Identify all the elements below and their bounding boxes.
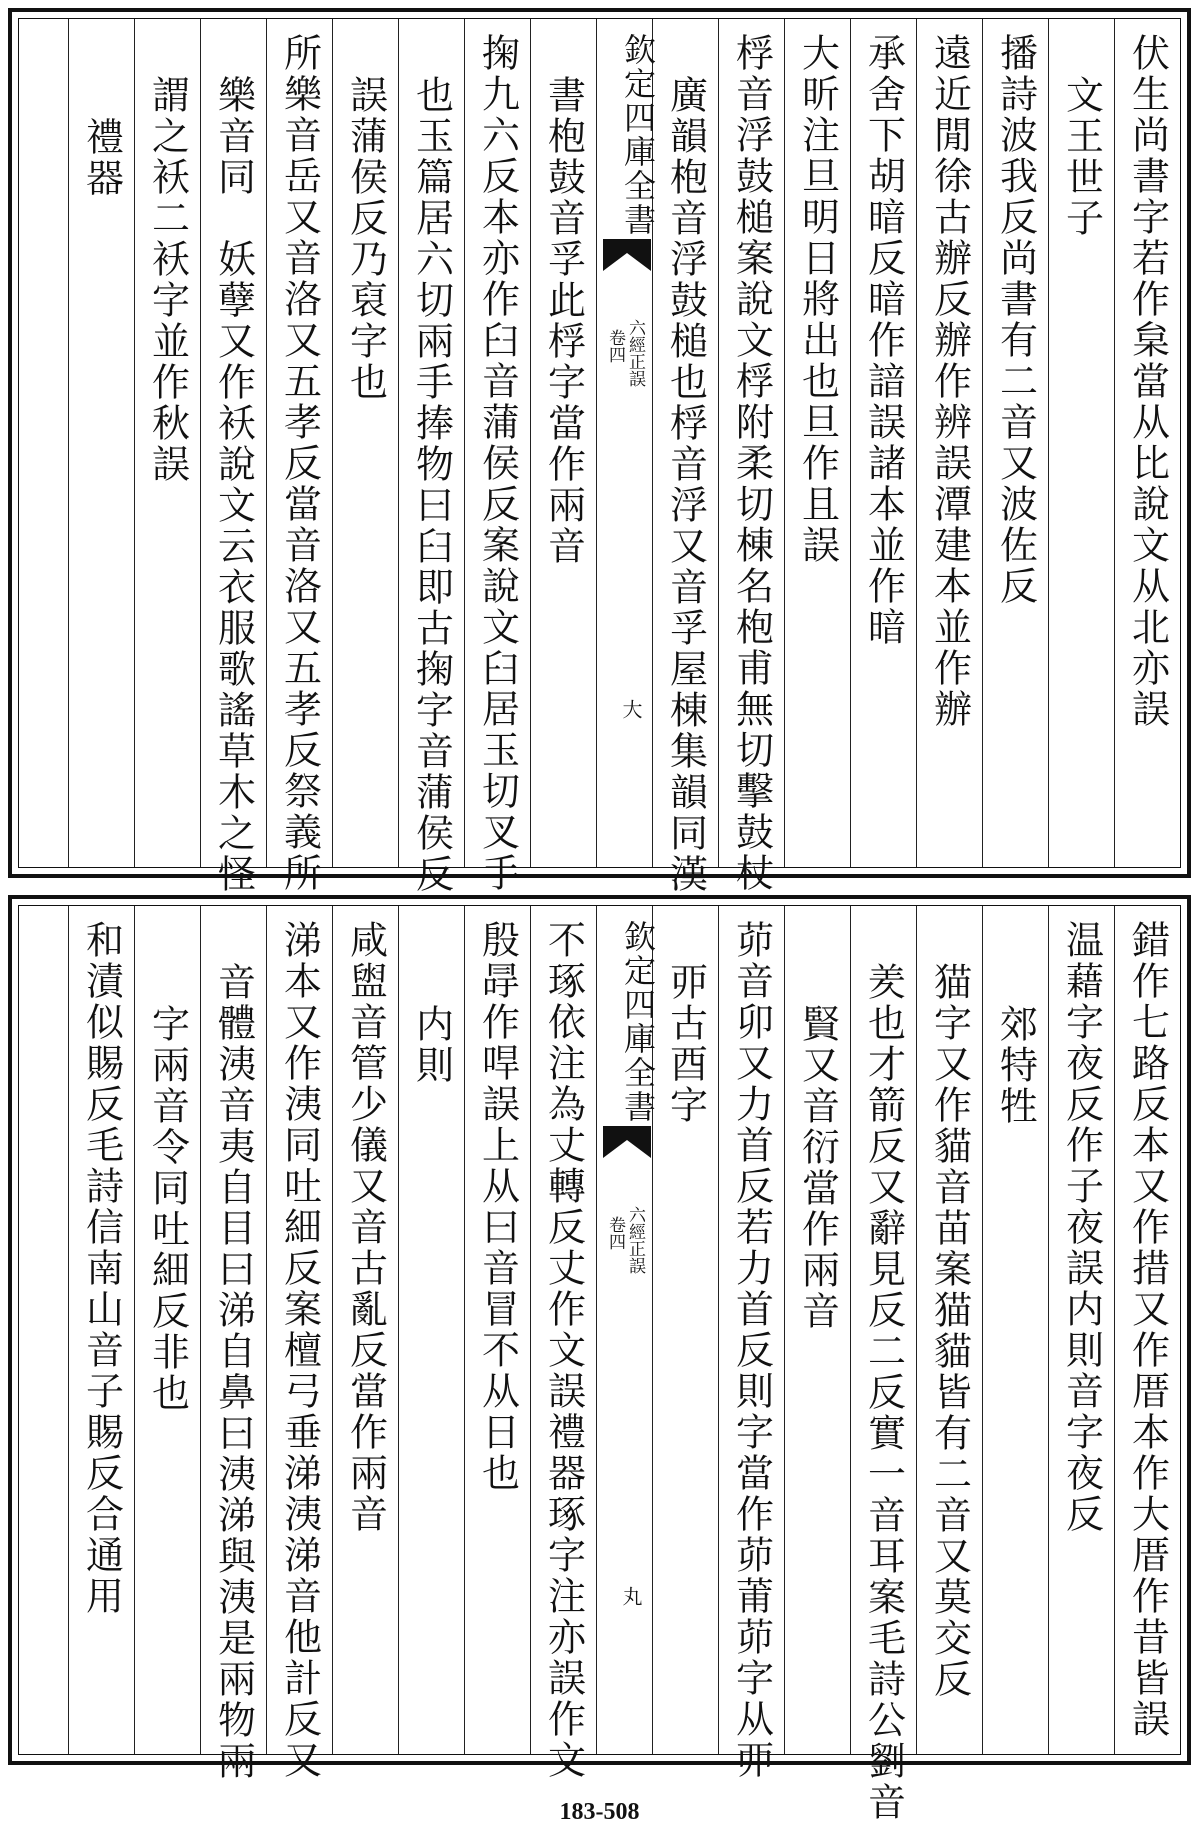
leaf-number: 丸 bbox=[619, 1586, 643, 1606]
column-text: 書枹鼓音孚此桴字當作兩音 bbox=[541, 75, 586, 567]
text-column bbox=[784, 906, 850, 1754]
column-text: 遠近閒徐古辦反辦作辨誤潭建本並作辦 bbox=[927, 33, 972, 730]
text-column bbox=[652, 906, 718, 1754]
fishtail-shape bbox=[603, 1126, 651, 1158]
column-text: 誤蒲侯反乃裒字也 bbox=[343, 75, 388, 403]
column-text: 字兩音令同吐細反非也 bbox=[145, 1004, 190, 1414]
page-number: 183-508 bbox=[559, 1799, 640, 1825]
text-column bbox=[68, 19, 134, 867]
text-column bbox=[916, 906, 982, 1754]
text-column bbox=[134, 906, 200, 1754]
column-text: 謂之袄二袄字並作秋誤 bbox=[145, 75, 190, 485]
text-column bbox=[464, 19, 530, 894]
leaf-number: 大 bbox=[619, 699, 643, 719]
column-text: 也玉篇居六切兩手捧物曰臼即古掬字音蒲侯反 bbox=[409, 75, 454, 895]
text-column bbox=[1048, 906, 1114, 1754]
column-text: 大昕注旦明日將出也旦作且誤 bbox=[795, 33, 840, 566]
column-text: 賢又音衍當作兩音 bbox=[795, 1004, 840, 1332]
column-text: 咸盥音管少儀又音古亂反當作兩音 bbox=[343, 920, 388, 1535]
column-text: 殷冔作哻誤上从曰音冒不从日也 bbox=[475, 920, 520, 1494]
text-column bbox=[1114, 19, 1180, 867]
volume-label: 卷四 bbox=[605, 1216, 625, 1250]
series-title: 欽定四庫全書 bbox=[619, 920, 657, 1124]
book-title: 六經正誤 bbox=[625, 1206, 645, 1274]
text-column bbox=[718, 906, 784, 1781]
column-text: 不琢依注為丈轉反丈作文誤禮器琢字注亦誤作文 bbox=[541, 920, 586, 1781]
text-column bbox=[784, 19, 850, 867]
text-column bbox=[398, 19, 464, 895]
text-column bbox=[266, 906, 332, 1781]
column-text: 丣古酉字 bbox=[663, 962, 708, 1126]
center-margin bbox=[596, 19, 657, 867]
book-title: 六經正誤 bbox=[625, 319, 645, 387]
column-text: 掬九六反本亦作臼音蒲侯反案說文臼居玉切叉手 bbox=[475, 33, 520, 894]
column-text: 桴音浮鼓槌案說文桴附柔切棟名枹甫無切擊鼓杖 bbox=[729, 33, 774, 894]
text-column bbox=[850, 906, 916, 1823]
text-column bbox=[718, 19, 784, 894]
series-title: 欽定四庫全書 bbox=[619, 33, 657, 237]
column-text: 茆音卯又力首反若力首反則字當作茆莆茆字从丣 bbox=[729, 920, 774, 1781]
column-text: 郊特牲 bbox=[993, 1004, 1038, 1127]
fishtail-mark bbox=[603, 239, 651, 271]
column-text: 羑也才箭反又辭見反二反實一音耳案毛詩公劉音 bbox=[861, 962, 906, 1823]
text-column bbox=[332, 906, 398, 1754]
text-column bbox=[850, 19, 916, 867]
volume-label: 卷四 bbox=[605, 329, 625, 363]
column-text: 錯作七路反本又作措又作厝本作大厝作昔皆誤 bbox=[1125, 920, 1170, 1740]
text-column bbox=[530, 906, 596, 1781]
text-column bbox=[266, 19, 332, 894]
text-column bbox=[68, 906, 134, 1754]
top-page bbox=[8, 8, 1191, 895]
column-text: 播詩波我反尚書有二音又波佐反 bbox=[993, 33, 1038, 607]
column-text: 涕本又作洟同吐細反案檀弓垂涕洟涕音他計反又 bbox=[277, 920, 322, 1781]
text-column bbox=[200, 906, 266, 1782]
column-text: 伏生尚書字若作枲當从比說文从北亦誤 bbox=[1125, 33, 1170, 730]
text-column bbox=[916, 19, 982, 867]
column-text: 猫字又作貓音苗案猫貓皆有二音又莫交反 bbox=[927, 962, 972, 1700]
text-column bbox=[398, 906, 464, 1754]
column-text: 文王世子 bbox=[1059, 75, 1104, 239]
column-text: 承舍下胡暗反暗作諳誤諸本並作暗 bbox=[861, 33, 906, 648]
text-column bbox=[982, 19, 1048, 867]
margin-column bbox=[19, 906, 68, 1754]
top-page-columns bbox=[18, 18, 1181, 895]
column-text: 音體洟音夷自目曰涕自鼻曰洟涕與洟是兩物兩 bbox=[211, 962, 256, 1782]
text-column bbox=[652, 19, 718, 895]
text-column bbox=[200, 19, 266, 895]
text-column bbox=[1114, 906, 1180, 1754]
column-text: 和漬似賜反毛詩信南山音子賜反合通用 bbox=[79, 920, 124, 1617]
column-text: 廣韻枹音浮鼓槌也桴音浮又音孚屋棟集韻同漢 bbox=[663, 75, 708, 895]
column-text: 内則 bbox=[409, 1004, 454, 1086]
margin-column bbox=[19, 19, 68, 867]
text-column bbox=[332, 19, 398, 867]
column-text: 禮器 bbox=[79, 117, 124, 199]
text-column bbox=[982, 906, 1048, 1754]
text-column bbox=[1048, 19, 1114, 867]
column-text: 所樂音岳又音洛又五孝反當音洛又五孝反祭義所 bbox=[277, 33, 322, 894]
column-text: 樂音同 妖孽又作袄說文云衣服歌謠草木之怪 bbox=[211, 75, 256, 895]
text-column bbox=[464, 906, 530, 1754]
fishtail-shape bbox=[603, 239, 651, 271]
text-column bbox=[134, 19, 200, 867]
column-text: 温藉字夜反作子夜誤内則音字夜反 bbox=[1059, 920, 1104, 1535]
fishtail-mark bbox=[603, 1126, 651, 1158]
center-margin bbox=[596, 906, 657, 1754]
text-column bbox=[530, 19, 596, 867]
